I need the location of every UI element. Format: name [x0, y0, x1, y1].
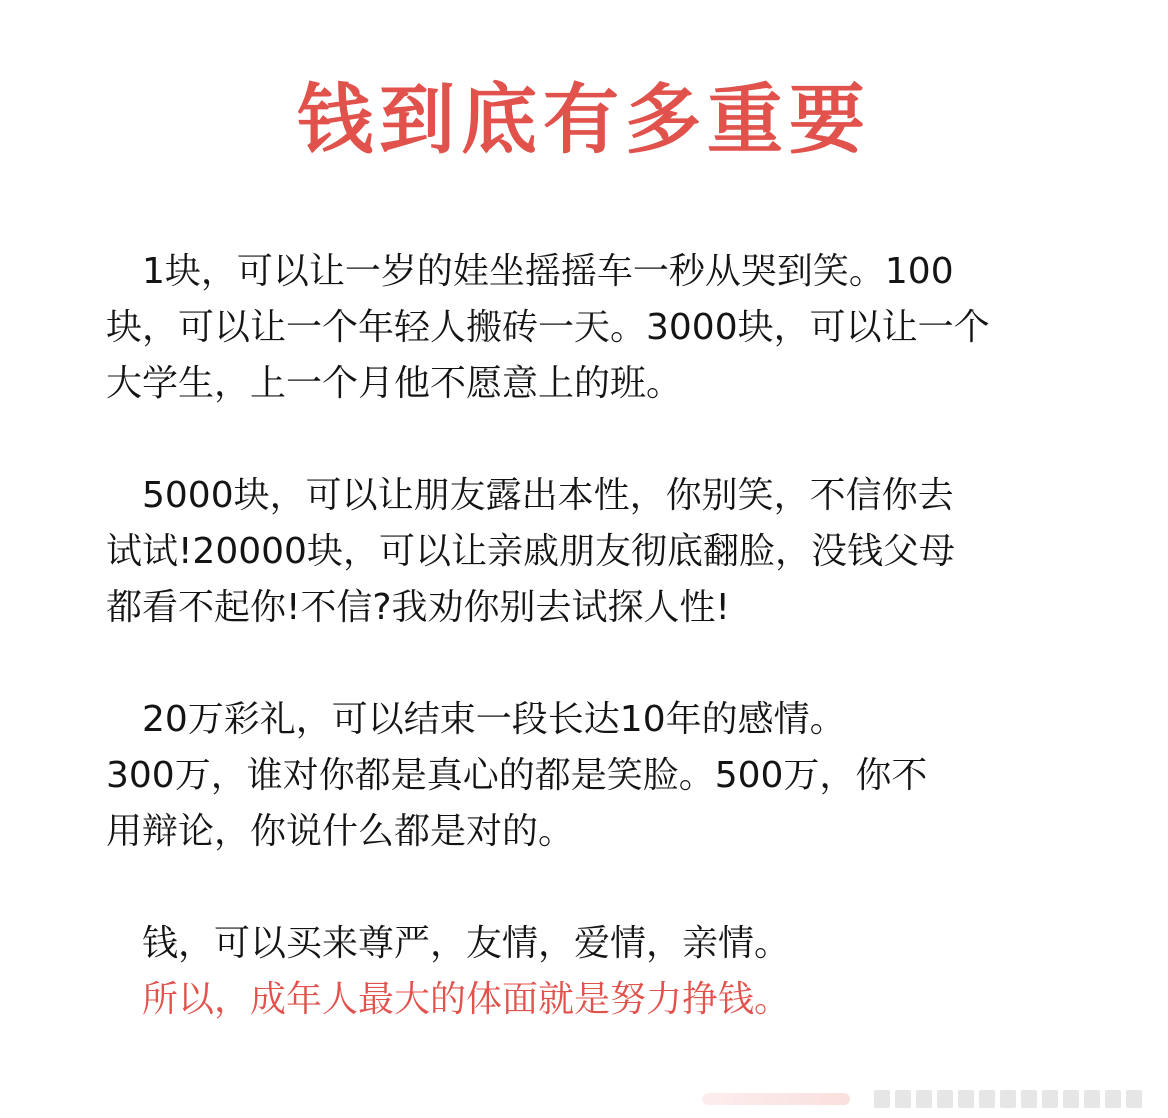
paragraph-line: 块，可以让一个年轻人搬砖一天。3000块，可以让一个 — [106, 307, 990, 348]
paragraph-4 — [106, 916, 1066, 1028]
paragraph-line: 钱，可以买来尊严，友情，爱情，亲情。 — [142, 923, 791, 964]
article-body — [106, 244, 1066, 1084]
page-title: 钱到底有多重要 — [297, 75, 871, 164]
paragraph-line: 都看不起你!不信?我劝你别去试探人性! — [106, 587, 730, 628]
paragraph-line: 用辩论，你说什么都是对的。 — [106, 811, 575, 852]
paragraph-line: 试试!20000块，可以让亲戚朋友彻底翻脸，没钱父母 — [106, 531, 955, 572]
paragraph-line: 300万，谁对你都是真心的都是笑脸。500万，你不 — [106, 755, 928, 796]
conclusion-line: 所以，成年人最大的体面就是努力挣钱。 — [142, 979, 791, 1020]
paragraph-3 — [106, 692, 1066, 860]
watermark — [702, 1088, 1142, 1110]
paragraph-line: 20万彩礼，可以结束一段长达10年的感情。 — [142, 699, 846, 740]
watermark-bar — [702, 1093, 850, 1105]
paragraph-1 — [106, 244, 1066, 412]
watermark-glyphs — [874, 1090, 1142, 1108]
paragraph-line: 1块，可以让一岁的娃坐摇摇车一秒从哭到笑。100 — [142, 251, 954, 292]
paragraph-line: 大学生，上一个月他不愿意上的班。 — [106, 363, 683, 404]
paragraph-2 — [106, 468, 1066, 636]
paragraph-line: 5000块，可以让朋友露出本性，你别笑，不信你去 — [142, 475, 954, 516]
